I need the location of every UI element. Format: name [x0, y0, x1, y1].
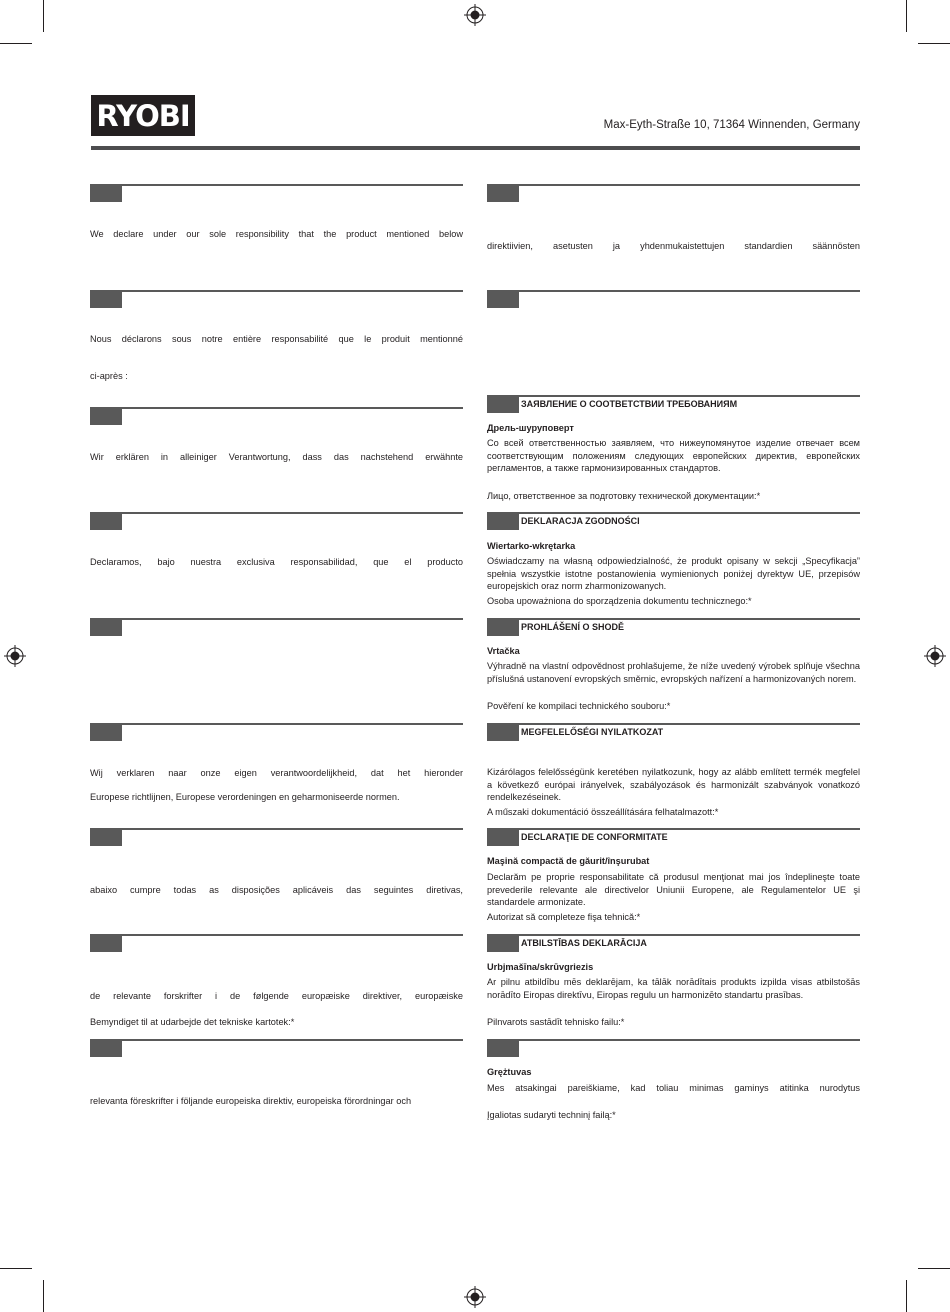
- header-divider: [91, 146, 860, 150]
- section-tab: [487, 723, 519, 741]
- registration-mark-icon: [4, 645, 26, 667]
- declaration-text: Oświadczamy na własną odpowiedzialność, że produkt opisany w sekcji „Specyfikacja” spełnia wszystkie istotne postanowienia wymienionych poniżej dyrektyw UE, przepisów europejskich oraz norm zharmonizowanych.: [487, 556, 860, 591]
- section-pl: [487, 512, 860, 530]
- section-header: [90, 618, 463, 636]
- declaration-text: Declaramos, bajo nuestra exclusiva responsabilidad, que el producto: [90, 557, 463, 567]
- declaration-text: abaixo cumpre todas as disposições aplicáveis das seguintes diretivas,: [90, 885, 463, 895]
- section-header: [90, 1039, 463, 1057]
- section-title: DECLARAŢIE DE CONFORMITATE: [521, 832, 668, 842]
- section-da: [90, 934, 463, 952]
- section-header: [487, 618, 860, 636]
- section-header: [90, 828, 463, 846]
- product-name: Urbjmašīna/skrūvgriezis: [487, 962, 594, 972]
- declaration-text: Wij verklaren naar onze eigen verantwoordelijkheid, dat het hieronder: [90, 768, 463, 778]
- section-tab: [90, 512, 122, 530]
- section-header: [90, 723, 463, 741]
- section-sv: [90, 1039, 463, 1057]
- declaration-text: direktiivien, asetusten ja yhdenmukaistettujen standardien säännösten: [487, 241, 860, 251]
- section-tab: [90, 1039, 122, 1057]
- section-it: [90, 618, 463, 636]
- section-header: [487, 828, 860, 846]
- section-tab: [487, 184, 519, 202]
- authorisation-text: Pilnvarots sastādīt tehnisko failu:*: [487, 1017, 625, 1027]
- section-header: [90, 407, 463, 425]
- section-header: [487, 512, 860, 530]
- section-title: PROHLÁŠENÍ O SHODĚ: [521, 622, 625, 632]
- crop-mark: [906, 0, 907, 32]
- section-title: ЗАЯВЛЕНИЕ О СООТВЕТСТВИИ ТРЕБОВАНИЯМ: [521, 399, 738, 409]
- section-pt: [90, 828, 463, 846]
- product-name: Wiertarko-wkrętarka: [487, 541, 576, 551]
- section-tab: [487, 1039, 519, 1057]
- declaration-text: Declarăm pe proprie responsabilitate că produsul menţionat mai jos îndeplineşte toate prevederile relevante ale directivelor Uniunii Europene, ale Regulamentelor UE şi standardele armonizate.: [487, 872, 860, 907]
- declaration-text: Ar pilnu atbildību mēs deklarējam, ka tālāk norādītais produkts izpilda visas atbilstošās norādīto Eiropas direktīvu, Eiropas regulu un harmonizēto standartu prasības.: [487, 977, 860, 1000]
- section-de: [90, 407, 463, 425]
- section-tab: [487, 395, 519, 413]
- section-tab: [487, 512, 519, 530]
- section-title: DEKLARACJA ZGODNOŚCI: [521, 516, 640, 526]
- product-name: Maşină compactă de găurit/înşurubat: [487, 856, 650, 866]
- section-tab: [487, 828, 519, 846]
- section-cs: [487, 618, 860, 636]
- section-tab: [90, 184, 122, 202]
- section-title: ATBILSTĪBAS DEKLARĀCIJA: [521, 938, 647, 948]
- authorisation-text: Osoba upoważniona do sporządzenia dokumentu technicznego:*: [487, 596, 752, 606]
- section-ro: [487, 828, 860, 846]
- section-nl: [90, 723, 463, 741]
- section-tab: [90, 828, 122, 846]
- declaration-text: de relevante forskrifter i de følgende europæiske direktiver, europæiske: [90, 991, 463, 1001]
- crop-mark: [43, 1280, 44, 1312]
- section-no: [487, 290, 860, 308]
- section-title: MEGFELELŐSÉGI NYILATKOZAT: [521, 727, 664, 737]
- section-tab: [90, 723, 122, 741]
- section-tab: [90, 290, 122, 308]
- section-hu: [487, 723, 860, 741]
- declaration-text: Nous déclarons sous notre entière responsabilité que le produit mentionné: [90, 334, 463, 344]
- registration-mark-icon: [464, 1286, 486, 1308]
- section-header: [487, 723, 860, 741]
- crop-mark: [918, 1268, 950, 1269]
- section-lv: [487, 934, 860, 952]
- section-header: [90, 512, 463, 530]
- section-header: [487, 184, 860, 202]
- crop-mark: [0, 1268, 32, 1269]
- section-tab: [487, 934, 519, 952]
- section-header: [487, 934, 860, 952]
- registration-mark-icon: [924, 645, 946, 667]
- declaration-text: relevanta föreskrifter i följande europeiska direktiv, europeiska förordningar och: [90, 1096, 412, 1106]
- declaration-text: Europese richtlijnen, Europese verordeningen en geharmoniseerde normen.: [90, 792, 400, 802]
- registration-mark-icon: [464, 4, 486, 26]
- crop-mark: [906, 1280, 907, 1312]
- declaration-text: Со всей ответственностью заявляем, что нижеупомянутое изделие отвечает всем соответствующим положениям следующих европейских директив, европейских регламентов, а также гармонизированных стандартов.: [487, 438, 860, 473]
- authorisation-text: Лицо, ответственное за подготовку технической документации:*: [487, 491, 761, 501]
- product-name: Grężtuvas: [487, 1067, 532, 1077]
- declaration-text: Mes atsakingai pareiškiame, kad toliau minimas gaminys atitinka nurodytus: [487, 1083, 860, 1093]
- company-address: Max-Eyth-Straße 10, 71364 Winnenden, Germany: [603, 119, 860, 131]
- section-es: [90, 512, 463, 530]
- authorisation-text: Įgaliotas sudaryti techninį failą:*: [487, 1110, 616, 1120]
- declaration-text: Wir erklären in alleiniger Verantwortung, dass das nachstehend erwähnte: [90, 452, 463, 462]
- declaration-text: Kizárólagos felelősségünk keretében nyilatkozunk, hogy az alább említett termék megfelel a következő európai irányelvek, szabályozások és harmonizált szabványok vonatkozó rendelkezéseinek.: [487, 767, 860, 802]
- authorisation-text: Autorizat să completeze fişa tehnică:*: [487, 912, 641, 922]
- section-tab: [90, 407, 122, 425]
- product-name: Дрель-шуруповерт: [487, 423, 574, 433]
- section-header: [487, 290, 860, 308]
- declaration-text: ci-après :: [90, 371, 128, 381]
- section-fi: [487, 184, 860, 202]
- section-header: [90, 184, 463, 202]
- crop-mark: [918, 43, 950, 44]
- section-tab: [487, 618, 519, 636]
- section-header: [90, 290, 463, 308]
- section-fr: [90, 290, 463, 308]
- section-tab: [487, 290, 519, 308]
- authorisation-text: Pověření ke kompilaci technického souboru:*: [487, 701, 671, 711]
- section-header: [90, 934, 463, 952]
- declaration-text: Výhradně na vlastní odpovědnost prohlašujeme, že níže uvedený výrobek splňuje všechna příslušná ustanovení evropských směrnic, evropských nařízení a harmonizovaných norem.: [487, 661, 860, 684]
- authorisation-text: A műszaki dokumentáció összeállítására felhatalmazott:*: [487, 807, 719, 817]
- section-header: [487, 1039, 860, 1057]
- section-en: [90, 184, 463, 202]
- product-name: Vrtačka: [487, 646, 520, 656]
- declaration-text: We declare under our sole responsibility that the product mentioned below: [90, 229, 463, 239]
- section-ru: [487, 395, 860, 413]
- crop-mark: [43, 0, 44, 32]
- section-tab: [90, 934, 122, 952]
- section-lt: [487, 1039, 860, 1057]
- crop-mark: [0, 43, 32, 44]
- authorisation-text: Bemyndiget til at udarbejde det tekniske kartotek:*: [90, 1017, 295, 1027]
- brand-logo: RYOBI: [91, 95, 195, 136]
- section-tab: [90, 618, 122, 636]
- section-header: [487, 395, 860, 413]
